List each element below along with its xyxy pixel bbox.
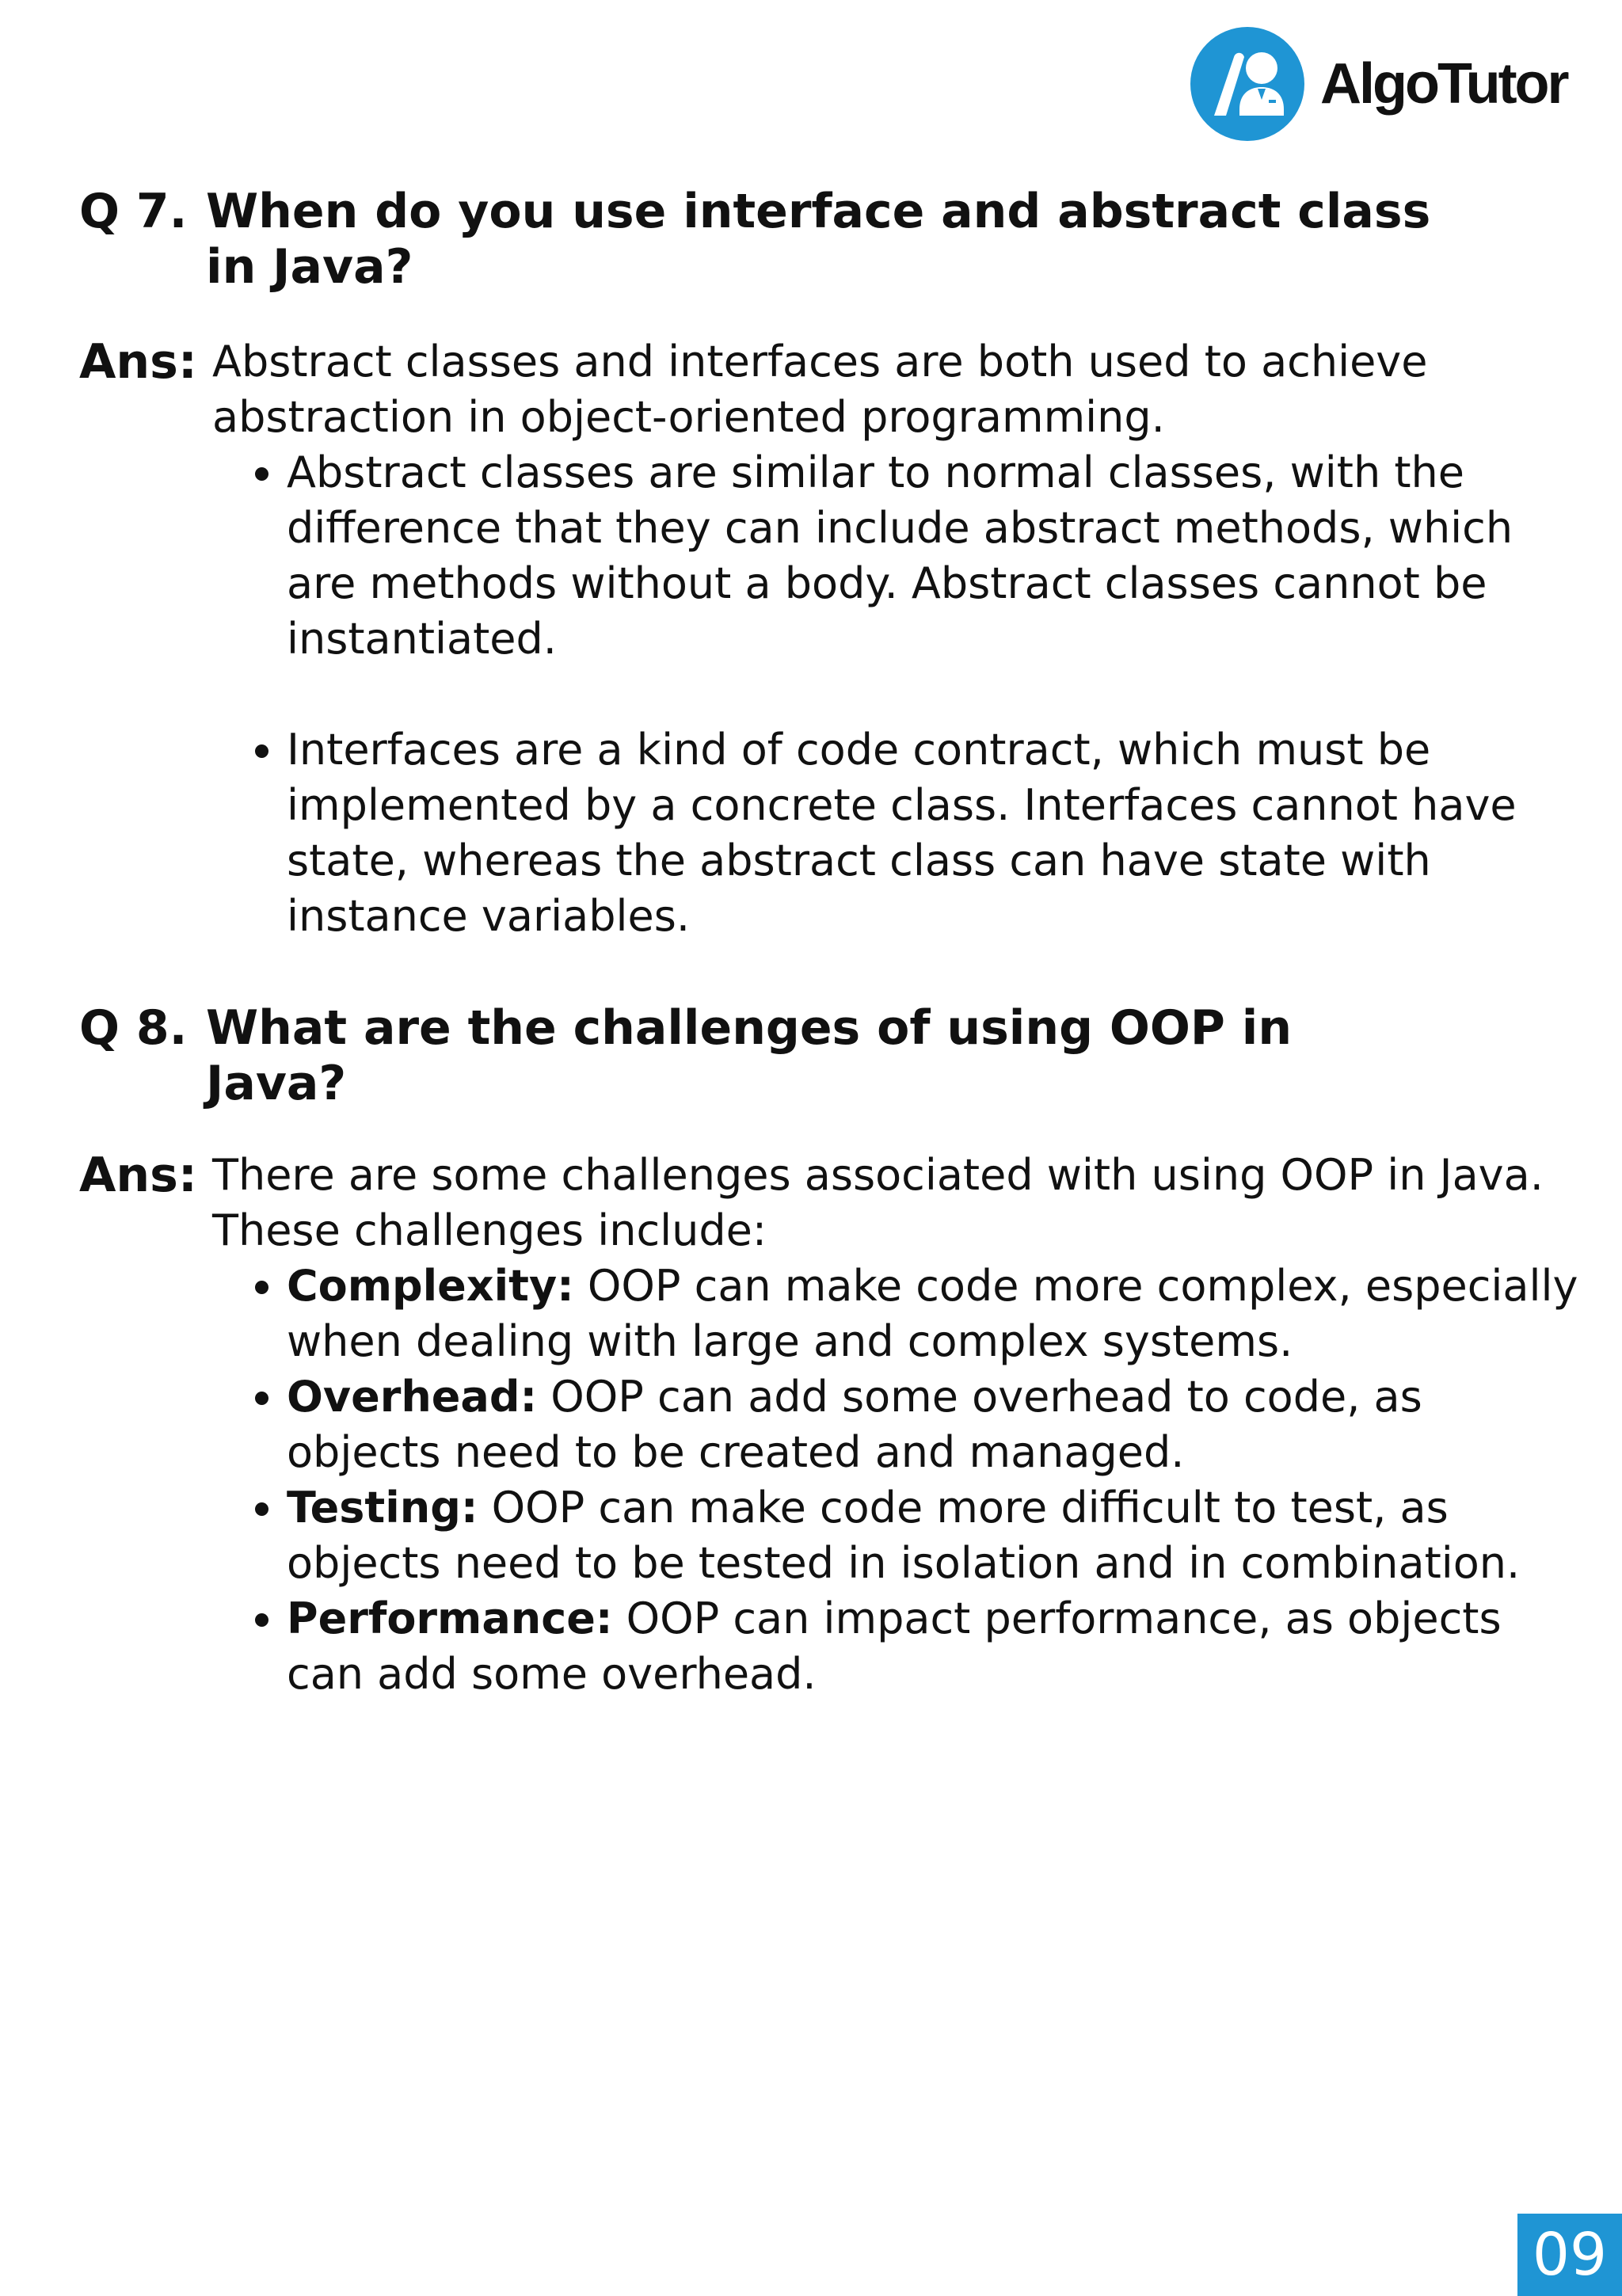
question-row xyxy=(79,184,1584,295)
bullet-term: Overhead: xyxy=(287,1372,538,1422)
question-text: When do you use interface and abstract class in Java? xyxy=(206,184,1431,295)
question-number: Q 8. xyxy=(79,1000,188,1056)
list-item xyxy=(287,1480,1584,1591)
tutor-avatar-icon xyxy=(1190,27,1304,141)
question-text: What are the challenges of using OOP in Java? xyxy=(206,1000,1293,1111)
brand-name: AlgoTutor xyxy=(1320,52,1567,116)
answer-intro: There are some challenges associated with using OOP in Java. These challenges include: xyxy=(212,1150,1544,1255)
page-number: 09 xyxy=(1517,2214,1622,2296)
answer-label: Ans: xyxy=(79,334,197,390)
answer-row xyxy=(79,334,1584,944)
bullet-text: Interfaces are a kind of code contract, which must be implemented by a concrete class. Interfaces cannot have state, whereas the abstract class can have state with instance variables. xyxy=(287,725,1517,941)
question-7 xyxy=(79,184,1584,944)
bullet-text: Abstract classes are similar to normal classes, with the difference that they can include abstract methods, which are methods without a body. Abstract classes cannot be instantiated. xyxy=(287,447,1513,664)
bullet-text: OOP can make code more difficult to test, as objects need to be tested in isolation and in combination. xyxy=(287,1483,1521,1588)
answer-bullet-list xyxy=(212,1258,1584,1702)
algotutor-logo xyxy=(1190,27,1567,141)
list-item xyxy=(287,1369,1584,1480)
bullet-text: OOP can add some overhead to code, as objects need to be created and managed. xyxy=(287,1372,1422,1477)
list-item xyxy=(287,1591,1584,1702)
answer-body xyxy=(212,334,1584,944)
bullet-term: Complexity: xyxy=(287,1261,574,1311)
answer-label: Ans: xyxy=(79,1148,197,1203)
bullet-term: Performance: xyxy=(287,1593,613,1643)
question-number: Q 7. xyxy=(79,184,188,239)
bullet-term: Testing: xyxy=(287,1483,478,1533)
answer-intro: Abstract classes and interfaces are both used to achieve abstraction in object-oriented programming. xyxy=(212,337,1428,442)
list-item xyxy=(287,1258,1584,1369)
list-item xyxy=(287,722,1584,944)
list-item xyxy=(287,445,1584,667)
answer-bullet-list xyxy=(212,445,1584,944)
bullet-text: OOP can impact performance, as objects can add some overhead. xyxy=(287,1593,1502,1699)
answer-body xyxy=(212,1148,1584,1702)
question-row xyxy=(79,1000,1584,1111)
question-8 xyxy=(79,1000,1584,1702)
bullet-text: OOP can make code more complex, especially when dealing with large and complex systems. xyxy=(287,1261,1578,1366)
answer-row xyxy=(79,1148,1584,1702)
